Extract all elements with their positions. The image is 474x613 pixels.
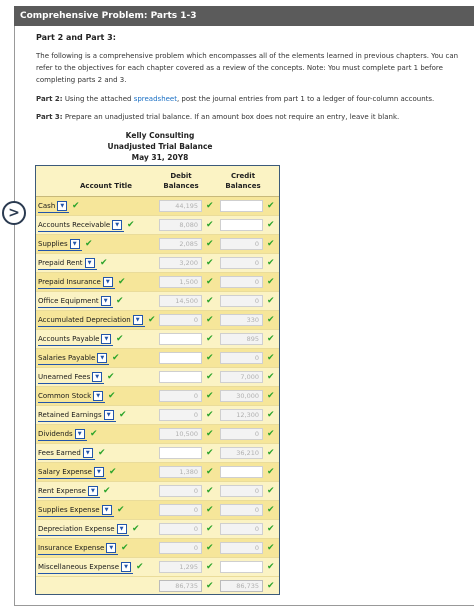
table-row — [36, 330, 279, 349]
credit-input[interactable] — [220, 504, 263, 516]
account-select[interactable] — [38, 219, 124, 232]
spreadsheet-link[interactable]: spreadsheet — [133, 95, 177, 103]
dropdown-caret-icon: ▼ — [83, 448, 93, 458]
account-select[interactable] — [38, 276, 115, 289]
credit-value: 0 — [254, 525, 259, 533]
part2-instructions — [36, 93, 466, 105]
table-row — [36, 482, 279, 501]
debit-total-input[interactable] — [159, 580, 202, 592]
part3-label: Part 3: — [36, 113, 63, 121]
check-icon: ✔ — [267, 429, 275, 439]
table-row — [36, 235, 279, 254]
dropdown-caret-icon: ▼ — [97, 353, 107, 363]
account-name: Dividends — [38, 430, 73, 438]
debit-input[interactable] — [159, 219, 202, 231]
check-icon: ✔ — [72, 201, 80, 211]
dropdown-caret-icon: ▼ — [121, 562, 131, 572]
debit-input[interactable] — [159, 409, 202, 421]
account-select[interactable] — [38, 352, 109, 365]
dropdown-caret-icon: ▼ — [104, 410, 114, 420]
table-row — [36, 558, 279, 577]
check-icon: ✔ — [206, 524, 214, 534]
check-icon: ✔ — [267, 410, 275, 420]
intro-paragraph: The following is a comprehensive problem which encompasses all of the elements learned in previous chapters. You can refer to the objectives for each chapter covered as a review of the concepts. Note: You must complete part 1 before completing parts 2 and 3. — [36, 52, 459, 84]
check-icon: ✔ — [206, 334, 214, 344]
credit-value: 330 — [246, 316, 259, 324]
credit-value: 0 — [254, 354, 259, 362]
dropdown-caret-icon: ▼ — [103, 277, 113, 287]
check-icon: ✔ — [206, 486, 214, 496]
check-icon: ✔ — [116, 334, 124, 344]
credit-input[interactable] — [220, 371, 263, 383]
dropdown-caret-icon: ▼ — [106, 543, 116, 553]
part3-text: Prepare an unadjusted trial balance. If an amount box does not require an entry, leave it blank. — [64, 113, 400, 121]
account-name: Retained Earnings — [38, 411, 102, 419]
account-select[interactable] — [38, 333, 113, 346]
dropdown-caret-icon: ▼ — [93, 391, 103, 401]
debit-input[interactable] — [159, 523, 202, 535]
check-icon: ✔ — [206, 277, 214, 287]
debit-value: 1,295 — [179, 563, 198, 571]
account-name: Fees Earned — [38, 449, 81, 457]
check-icon: ✔ — [206, 239, 214, 249]
credit-value: 0 — [254, 297, 259, 305]
check-icon: ✔ — [108, 391, 116, 401]
debit-input[interactable] — [159, 371, 202, 383]
check-icon: ✔ — [121, 543, 129, 553]
table-row — [36, 520, 279, 539]
account-name: Common Stock — [38, 392, 92, 400]
check-icon: ✔ — [90, 429, 98, 439]
table-header — [36, 166, 279, 197]
account-select[interactable] — [38, 504, 114, 517]
credit-value: 895 — [246, 335, 259, 343]
table-row — [36, 501, 279, 520]
credit-value: 30,000 — [236, 392, 259, 400]
debit-value: 3,200 — [179, 259, 198, 267]
part3-instructions — [36, 111, 466, 123]
table-row — [36, 444, 279, 463]
check-icon: ✔ — [206, 220, 214, 230]
check-icon: ✔ — [100, 258, 108, 268]
check-icon: ✔ — [267, 391, 275, 401]
account-name: Depreciation Expense — [38, 525, 115, 533]
check-icon: ✔ — [98, 448, 106, 458]
debit-total: 86,735 — [175, 582, 198, 590]
check-icon: ✔ — [267, 220, 275, 230]
account-name: Salary Expense — [38, 468, 92, 476]
account-name: Office Equipment — [38, 297, 99, 305]
credit-value: 0 — [254, 240, 259, 248]
table-row — [36, 349, 279, 368]
check-icon: ✔ — [206, 201, 214, 211]
account-name: Supplies Expense — [38, 506, 100, 514]
check-icon: ✔ — [267, 486, 275, 496]
account-name: Prepaid Insurance — [38, 278, 101, 286]
section-heading: Part 2 and Part 3: — [36, 33, 116, 42]
check-icon: ✔ — [267, 201, 275, 211]
debit-input[interactable] — [159, 333, 202, 345]
credit-input[interactable] — [220, 295, 263, 307]
debit-input[interactable] — [159, 257, 202, 269]
table-row — [36, 406, 279, 425]
credit-input[interactable] — [220, 314, 263, 326]
debit-value: 0 — [193, 316, 198, 324]
account-select[interactable] — [38, 390, 105, 403]
credit-input[interactable] — [220, 390, 263, 402]
table-row — [36, 197, 279, 216]
debit-value: 14,500 — [175, 297, 198, 305]
credit-input[interactable] — [220, 352, 263, 364]
account-select[interactable] — [38, 428, 87, 441]
debit-value: 44,195 — [175, 202, 198, 210]
table-row — [36, 292, 279, 311]
check-icon: ✔ — [112, 353, 120, 363]
check-icon: ✔ — [267, 334, 275, 344]
credit-value: 36,210 — [236, 449, 259, 457]
credit-value: 0 — [254, 487, 259, 495]
credit-input[interactable] — [220, 276, 263, 288]
check-icon: ✔ — [206, 505, 214, 515]
debit-value: 8,080 — [179, 221, 198, 229]
check-icon: ✔ — [267, 372, 275, 382]
debit-value: 0 — [193, 506, 198, 514]
check-icon: ✔ — [267, 315, 275, 325]
dropdown-caret-icon: ▼ — [75, 429, 85, 439]
account-select[interactable] — [38, 485, 100, 498]
table-row — [36, 539, 279, 558]
dropdown-caret-icon: ▼ — [133, 315, 143, 325]
table-row — [36, 425, 279, 444]
check-icon: ✔ — [206, 562, 214, 572]
account-select[interactable] — [38, 466, 106, 479]
account-name: Prepaid Rent — [38, 259, 83, 267]
check-icon: ✔ — [267, 581, 275, 591]
credit-input[interactable] — [220, 428, 263, 440]
debit-input[interactable] — [159, 200, 202, 212]
check-icon: ✔ — [127, 220, 135, 230]
account-select[interactable] — [38, 561, 133, 574]
check-icon: ✔ — [107, 372, 115, 382]
account-name: Accumulated Depreciation — [38, 316, 131, 324]
dropdown-caret-icon: ▼ — [70, 239, 80, 249]
check-icon: ✔ — [267, 258, 275, 268]
account-select[interactable] — [38, 238, 82, 251]
debit-input[interactable] — [159, 447, 202, 459]
debit-value: 0 — [193, 487, 198, 495]
check-icon: ✔ — [267, 448, 275, 458]
account-name: Insurance Expense — [38, 544, 105, 552]
account-name: Miscellaneous Expense — [38, 563, 120, 571]
account-select[interactable] — [38, 314, 145, 327]
check-icon: ✔ — [206, 315, 214, 325]
credit-input[interactable] — [220, 542, 263, 554]
account-select[interactable] — [38, 447, 95, 460]
credit-value: 0 — [254, 430, 259, 438]
account-name: Rent Expense — [38, 487, 86, 495]
credit-value: 12,300 — [236, 411, 259, 419]
credit-input[interactable] — [220, 257, 263, 269]
debit-header — [158, 171, 204, 191]
check-icon: ✔ — [119, 410, 127, 420]
debit-value: 0 — [193, 411, 198, 419]
check-icon: ✔ — [267, 543, 275, 553]
credit-header — [220, 171, 266, 191]
credit-value: 0 — [254, 506, 259, 514]
check-icon: ✔ — [118, 277, 126, 287]
credit-total: 86,735 — [236, 582, 259, 590]
check-icon: ✔ — [206, 581, 214, 591]
credit-input[interactable] — [220, 409, 263, 421]
check-icon: ✔ — [206, 372, 214, 382]
dropdown-caret-icon: ▼ — [57, 201, 67, 211]
check-icon: ✔ — [267, 353, 275, 363]
part2-label: Part 2: — [36, 95, 63, 103]
dropdown-caret-icon: ▼ — [94, 467, 104, 477]
check-icon: ✔ — [267, 277, 275, 287]
credit-value: 0 — [254, 259, 259, 267]
credit-input[interactable] — [220, 466, 263, 478]
check-icon: ✔ — [206, 258, 214, 268]
debit-input[interactable] — [159, 542, 202, 554]
credit-input[interactable] — [220, 219, 263, 231]
account-name: Unearned Fees — [38, 373, 91, 381]
debit-input[interactable] — [159, 238, 202, 250]
window-title: Comprehensive Problem: Parts 1-3 — [20, 11, 197, 21]
check-icon: ✔ — [206, 353, 214, 363]
credit-input[interactable] — [220, 333, 263, 345]
check-icon: ✔ — [206, 410, 214, 420]
dropdown-caret-icon: ▼ — [92, 372, 102, 382]
credit-total-input[interactable] — [220, 580, 263, 592]
debit-input[interactable] — [159, 390, 202, 402]
check-icon: ✔ — [267, 296, 275, 306]
check-icon: ✔ — [109, 467, 117, 477]
account-select[interactable] — [38, 295, 113, 308]
check-icon: ✔ — [148, 315, 156, 325]
debit-value: 0 — [193, 544, 198, 552]
account-title-header: Account Title — [80, 182, 132, 190]
check-icon: ✔ — [206, 448, 214, 458]
check-icon: ✔ — [206, 543, 214, 553]
check-icon: ✔ — [206, 467, 214, 477]
credit-input[interactable] — [220, 200, 263, 212]
debit-header-line2: Balances — [163, 182, 199, 190]
table-row — [36, 273, 279, 292]
table-row — [36, 216, 279, 235]
account-select[interactable] — [38, 409, 116, 422]
check-icon: ✔ — [206, 429, 214, 439]
check-icon: ✔ — [267, 239, 275, 249]
debit-input[interactable] — [159, 485, 202, 497]
credit-header-line2: Balances — [225, 182, 261, 190]
account-name: Supplies — [38, 240, 68, 248]
dropdown-caret-icon: ▼ — [101, 296, 111, 306]
account-select[interactable] — [38, 200, 69, 213]
credit-input[interactable] — [220, 561, 263, 573]
debit-input[interactable] — [159, 504, 202, 516]
debit-header-line1: Debit — [170, 172, 192, 180]
table-row — [36, 368, 279, 387]
debit-input[interactable] — [159, 561, 202, 573]
check-icon: ✔ — [206, 391, 214, 401]
check-icon: ✔ — [136, 562, 144, 572]
part2-text-after: , post the journal entries from part 1 to a ledger of four-column accounts. — [176, 95, 435, 103]
debit-value: 1,500 — [179, 278, 198, 286]
part2-text-before: Using the attached — [64, 95, 132, 103]
check-icon: ✔ — [116, 296, 124, 306]
debit-input[interactable] — [159, 466, 202, 478]
account-select[interactable] — [38, 523, 129, 536]
dropdown-caret-icon: ▼ — [117, 524, 127, 534]
account-name: Accounts Receivable — [38, 221, 111, 229]
check-icon: ✔ — [267, 467, 275, 477]
dropdown-caret-icon: ▼ — [85, 258, 95, 268]
account-select[interactable] — [38, 542, 118, 555]
debit-input[interactable] — [159, 352, 202, 364]
credit-input[interactable] — [220, 523, 263, 535]
chevron-right-icon: > — [8, 205, 20, 221]
account-select[interactable] — [38, 257, 97, 270]
credit-value: 0 — [254, 278, 259, 286]
debit-input[interactable] — [159, 428, 202, 440]
dropdown-caret-icon: ▼ — [112, 220, 122, 230]
debit-value: 1,380 — [179, 468, 198, 476]
check-icon: ✔ — [85, 239, 93, 249]
credit-input[interactable] — [220, 238, 263, 250]
debit-input[interactable] — [159, 314, 202, 326]
debit-input[interactable] — [159, 276, 202, 288]
check-icon: ✔ — [132, 524, 140, 534]
check-icon: ✔ — [103, 486, 111, 496]
table-row — [36, 463, 279, 482]
table-row — [36, 387, 279, 406]
credit-input[interactable] — [220, 447, 263, 459]
check-icon: ✔ — [206, 296, 214, 306]
company-name: Kelly Consulting — [125, 131, 195, 140]
debit-value: 10,500 — [175, 430, 198, 438]
account-name: Salaries Payable — [38, 354, 96, 362]
report-title: Unadjusted Trial Balance — [107, 142, 213, 151]
debit-input[interactable] — [159, 295, 202, 307]
credit-value: 0 — [254, 544, 259, 552]
next-arrow-button[interactable] — [2, 201, 26, 225]
credit-value: 7,000 — [240, 373, 259, 381]
check-icon: ✔ — [117, 505, 125, 515]
account-name: Cash — [38, 202, 56, 210]
debit-value: 0 — [193, 392, 198, 400]
debit-value: 0 — [193, 525, 198, 533]
table-row — [36, 254, 279, 273]
trial-balance-table — [35, 165, 280, 595]
check-icon: ✔ — [267, 562, 275, 572]
account-name: Accounts Payable — [38, 335, 100, 343]
dropdown-caret-icon: ▼ — [88, 486, 98, 496]
report-header — [80, 130, 240, 163]
dropdown-caret-icon: ▼ — [102, 505, 112, 515]
dropdown-caret-icon: ▼ — [101, 334, 111, 344]
window-title-bar — [14, 6, 474, 26]
credit-input[interactable] — [220, 485, 263, 497]
check-icon: ✔ — [267, 505, 275, 515]
report-date: May 31, 20Y8 — [131, 153, 189, 162]
totals-row — [36, 577, 279, 596]
debit-value: 2,085 — [179, 240, 198, 248]
check-icon: ✔ — [267, 524, 275, 534]
credit-header-line1: Credit — [230, 172, 256, 180]
account-select[interactable] — [38, 371, 104, 384]
table-row — [36, 311, 279, 330]
